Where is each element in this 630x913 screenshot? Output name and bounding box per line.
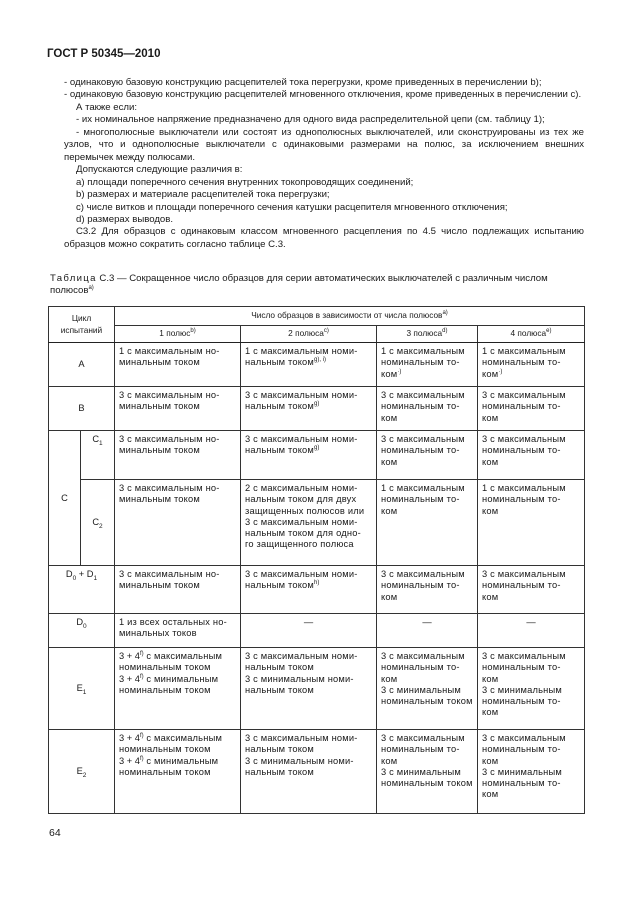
- document-header: ГОСТ Р 50345—2010: [47, 48, 161, 60]
- body-text: [64, 77, 584, 251]
- row-group-label: С: [49, 431, 81, 566]
- cell-text: 3 с максимальным номи- нальным током: [245, 434, 358, 456]
- cell-text: 1 из всех остальных но- минальных токов: [119, 617, 227, 639]
- table-cell: [115, 614, 241, 648]
- cell-text: 3 с максимальным номинальным то- ком 3 с минимальным номинальным то- ком: [482, 733, 566, 800]
- cell-text: 2 с максимальным номи- нальным током для двух защищенных полюсов или 3 с максимальным номи- нальным током для одно- го защищенного полюса: [245, 483, 365, 550]
- paragraph: - многополюсные выключатели или состоят из однополюсных выключателей, или сконструированы из тех же узлов, что и однополюсные выключатели с одинаковыми размерами на полюс, за исключением внешних перемычек между полюсами.: [64, 126, 584, 163]
- cell-mark: h): [314, 580, 320, 587]
- cell-mark: f): [139, 755, 144, 762]
- table-row: [49, 566, 585, 614]
- table-cell: [241, 480, 377, 566]
- table-cell: [115, 648, 241, 730]
- table-cell: [478, 431, 585, 480]
- cell-text: 3 с максимальным но- минальным током: [119, 569, 220, 591]
- table-cell: [115, 343, 241, 387]
- paragraph: с) числе витков и площади поперечного сечения катушки расцепителя мгновенного отключения;: [76, 201, 508, 213]
- table-row: [49, 614, 585, 648]
- table-cell: [377, 648, 478, 730]
- row-label-sub: 1: [93, 574, 98, 582]
- table-cell: [241, 431, 377, 480]
- row-label: [49, 614, 115, 648]
- cell-text: 3 с максимальным номинальным то- ком: [482, 434, 566, 467]
- paragraph: b) размерах и материале расцепителей тока перегрузки;: [76, 189, 330, 201]
- table-cell: [115, 431, 241, 480]
- cell-text: 3 + 4: [119, 673, 140, 684]
- table-cell: [478, 343, 585, 387]
- caption-note-mark: а): [88, 284, 94, 291]
- paragraph: - одинаковую базовую конструкцию расцепителей тока перегрузки, кроме приведенных в перечислении b);: [64, 77, 542, 88]
- table-cell: [241, 566, 377, 614]
- cell-mark: f): [139, 732, 144, 739]
- table-caption: [50, 273, 585, 296]
- paragraph: Допускаются следующие различия в:: [76, 164, 243, 176]
- cell-text: 3 + 4: [119, 733, 140, 743]
- cell-text: с минимальным номинальным током: [119, 673, 219, 695]
- samples-table: [48, 306, 585, 814]
- row-label-sub: 0: [83, 622, 87, 630]
- header-col-label: 3 полюса: [406, 328, 443, 339]
- table-cell: [241, 648, 377, 730]
- table-cell: [377, 343, 478, 387]
- table-row: [49, 648, 585, 730]
- header-col: [115, 326, 241, 343]
- header-col: [377, 326, 478, 343]
- row-label: [49, 566, 115, 614]
- header-cycle: Цикл испытаний: [49, 307, 115, 343]
- row-label: [49, 648, 115, 730]
- cell-text: 3 с максимальным номи- нальным током 3 с минимальным номи- нальным током: [245, 733, 358, 777]
- row-label-text: D: [86, 569, 94, 579]
- caption-prefix: Таблица: [50, 273, 97, 284]
- page-number: 64: [49, 827, 61, 839]
- header-group-mark: а): [442, 310, 448, 317]
- row-label-sub: 1: [82, 689, 87, 697]
- cell-text: 1 с максимальным номинальным то- ком: [482, 346, 566, 379]
- header-col-mark: b): [190, 328, 196, 335]
- cell-text: 3 с максимальным номи- нальным током: [245, 390, 358, 412]
- paragraph: А также если:: [76, 101, 138, 113]
- header-col-mark: d): [442, 328, 448, 335]
- table-cell: [115, 387, 241, 431]
- row-label-text: С: [92, 517, 100, 528]
- cell-text: 3 с максимальным номинальным то- ком: [381, 390, 465, 423]
- header-col: [241, 326, 377, 343]
- row-label: [81, 431, 115, 480]
- cell-text: 1 с максимальным но- минальным током: [119, 346, 220, 368]
- cell-text: 3 с максимальным но- минальным током: [119, 390, 220, 412]
- table-cell: [478, 480, 585, 566]
- table-cell: [478, 730, 585, 814]
- cell-text: 3 с максимальным номи- нальным током 3 с минимальным номи- нальным током: [245, 651, 358, 695]
- cell-mark: f): [139, 673, 144, 680]
- row-label-text: D: [76, 617, 84, 627]
- table-cell: [241, 730, 377, 814]
- header-col: [478, 326, 585, 343]
- row-label: А: [49, 343, 115, 387]
- header-col-label: 2 полюса: [288, 328, 324, 339]
- table-cell: [478, 648, 585, 730]
- cell-text: 3 с максимальным но- минальным током: [119, 483, 220, 505]
- header-col-mark: е): [546, 328, 552, 335]
- table-cell: [377, 730, 478, 814]
- table-row: [49, 387, 585, 431]
- paragraph: а) площади поперечного сечения внутренних токопроводящих соединений;: [76, 176, 414, 188]
- cell-text: 3 с максимальным номинальным то- ком: [381, 569, 465, 602]
- table-cell: [115, 730, 241, 814]
- table-row: [49, 730, 585, 814]
- paragraph: С3.2 Для образцов с одинаковым классом мгновенного расцепления по 4.5 число подлежащих испытанию образцов можно сократить согласно таблице С.3.: [64, 226, 584, 250]
- table-cell: [115, 566, 241, 614]
- table-cell: —: [241, 614, 377, 648]
- row-label-sub: 0: [72, 574, 77, 582]
- paragraph: - их номинальное напряжение предназначено для одного вида распределительной цепи (см. таблицу 1);: [76, 114, 545, 126]
- table-row: [49, 431, 585, 480]
- table-cell: [241, 343, 377, 387]
- cell-mark: f): [139, 650, 144, 657]
- cell-text: 1 с максимальным номи- нальным током: [245, 346, 358, 368]
- cell-text: 1 с максимальным номинальным то- ком: [381, 483, 465, 516]
- table-cell: [241, 387, 377, 431]
- row-label-plus: +: [76, 569, 87, 579]
- table-row: [49, 480, 585, 566]
- cell-mark: g): [314, 445, 320, 452]
- row-label-sub: 2: [82, 772, 87, 780]
- row-label: [49, 730, 115, 814]
- table-cell: [377, 566, 478, 614]
- paragraph: d) размерах выводов.: [76, 213, 174, 225]
- cell-text: 3 с максимальным номи- нальным током: [245, 569, 358, 591]
- table-cell: —: [478, 614, 585, 648]
- cell-text: 3 с максимальным номинальным то- ком 3 с минимальным номинальным током: [381, 733, 473, 789]
- cell-text: 1 с максимальным номинальным то- ком: [482, 483, 566, 516]
- row-label: [81, 480, 115, 566]
- table-cell: [377, 387, 478, 431]
- cell-text: 3 с максимальным но- минальным током: [119, 434, 220, 456]
- cell-text: с минимальным номинальным током: [119, 755, 219, 777]
- cell-text: 1 с максимальным номинальным то- ком: [381, 346, 465, 379]
- cell-text: 3 + 4: [119, 755, 140, 766]
- header-group-label: Число образцов в зависимости от числа полюсов: [251, 310, 443, 321]
- row-label-text: D: [65, 569, 73, 579]
- cell-text: 3 с максимальным номинальным то- ком: [381, 434, 465, 467]
- table-cell: [377, 431, 478, 480]
- table-cell: —: [377, 614, 478, 648]
- row-label: В: [49, 387, 115, 431]
- cell-text: 3 + 4: [119, 651, 140, 661]
- cell-text: 3 с максимальным номинальным то- ком 3 с минимальным номинальным током: [381, 651, 473, 707]
- cell-mark: ·): [498, 368, 503, 375]
- table-row: [49, 343, 585, 387]
- row-label-sub: 1: [99, 439, 103, 447]
- cell-text: 3 с максимальным номинальным то- ком: [482, 390, 566, 423]
- cell-mark: g): [314, 401, 320, 408]
- header-col-mark: с): [323, 328, 329, 335]
- cell-text: с максимальным номинальным током: [119, 733, 223, 755]
- table-cell: [115, 480, 241, 566]
- row-label-text: Е: [76, 683, 83, 694]
- cell-mark: g), i): [314, 357, 327, 364]
- row-label-sub: 2: [99, 523, 103, 531]
- cell-text: 3 с максимальным номинальным то- ком: [482, 569, 566, 602]
- cell-text: с максимальным номинальным током: [119, 651, 223, 673]
- table-cell: [478, 566, 585, 614]
- header-col-label: 4 полюса: [510, 328, 547, 339]
- table-cell: [478, 387, 585, 431]
- table-cell: [377, 480, 478, 566]
- cell-text: 3 с максимальным номинальным то- ком 3 с минимальным номинальным то- ком: [482, 651, 566, 718]
- row-label-text: Е: [76, 766, 83, 777]
- paragraph: - одинаковую базовую конструкцию расцепителей мгновенного отключения, кроме приведенных в перечислении с).: [64, 89, 582, 101]
- header-col-label: 1 полюс: [159, 328, 191, 339]
- caption-text: С.3 — Сокращенное число образцов для серии автоматических выключателей с различным числом полюсов: [50, 273, 548, 296]
- header-group: [115, 307, 585, 326]
- row-label-text: С: [92, 434, 100, 444]
- cell-mark: ·): [397, 368, 402, 375]
